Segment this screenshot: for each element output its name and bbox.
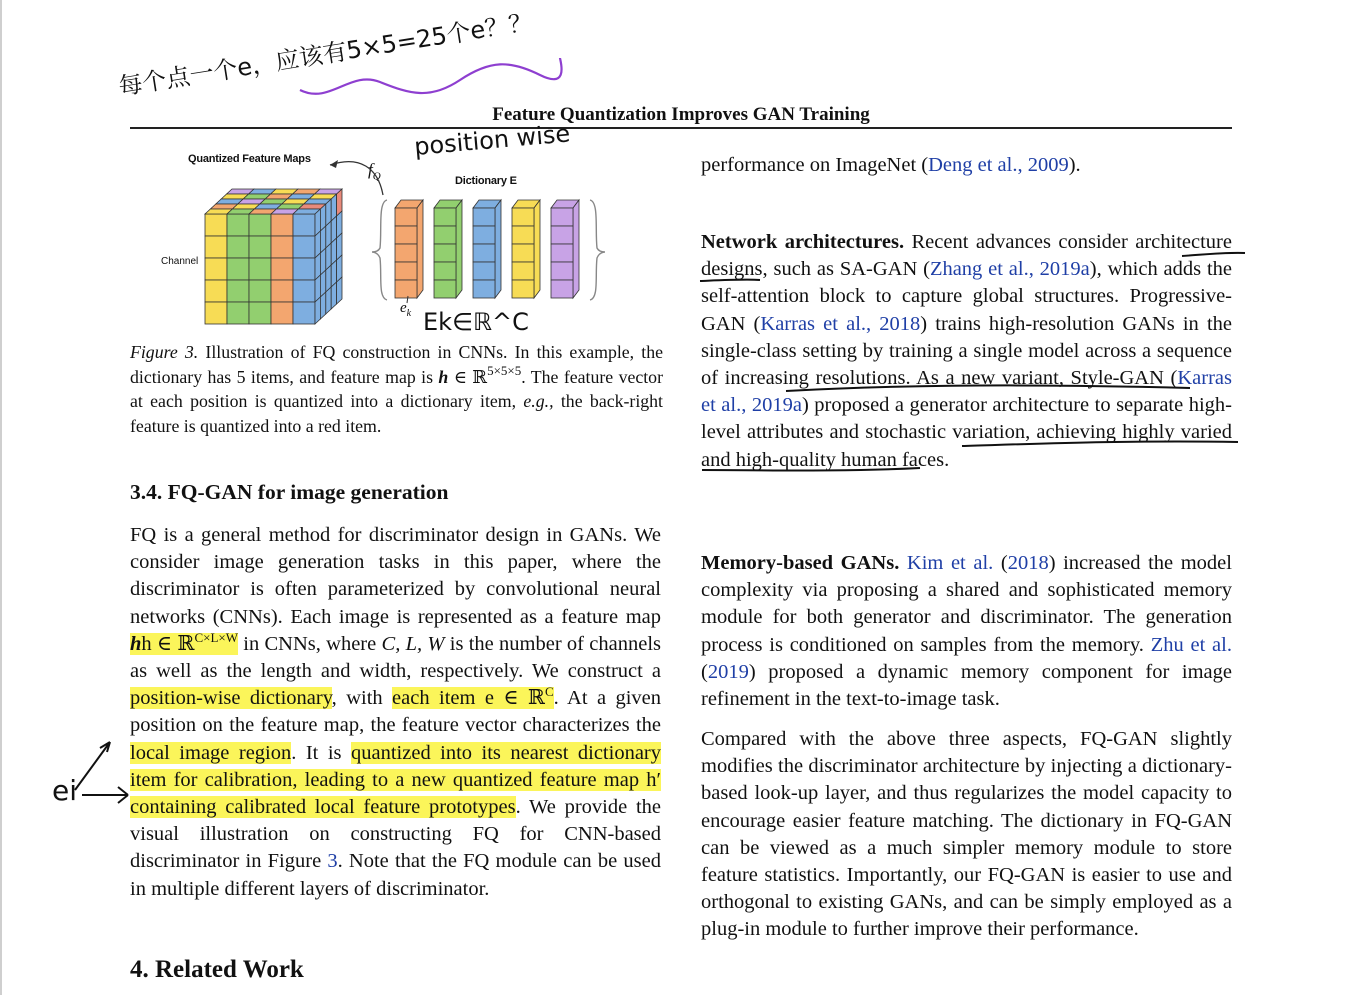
cube-cell	[271, 280, 293, 302]
dictionary-item-cell	[473, 208, 495, 226]
handwriting-note-margin: ei	[52, 774, 78, 807]
cube-cell	[271, 214, 293, 236]
dictionary-item-side	[534, 200, 540, 298]
dictionary-item-cell	[434, 280, 456, 298]
cite-zhu-year[interactable]: 2019	[707, 660, 749, 683]
cite-zhu[interactable]: Zhu et al.	[1150, 633, 1232, 656]
dictionary-item-cell	[473, 244, 495, 262]
section-3-4-body: FQ is a general method for discriminator design in GANs. We consider image generation tasks in this paper, where the discriminator is often parameterized by convolutional neural networks (CNNs). Each image is represented as a feature map hh ∈ ℝ$^{C\times L\times W}$ in CNNs, where C, L, W is the number of channels as well as the length and width, respectively. We construct a position-wise dictionary, with each item e ∈ ℝ$^C$. At a given position on the feature map, the feature vector characterizes the local image region. It is quantized into its nearest dictionary item for calibration, leading to a new quantized feature map h′ containing calibrated local feature prototypes. We provide the visual illustration on constructing FQ for CNN-based discriminator in Figure 3. Note that the FQ module can be used in multiple different layers of discriminator.	[130, 524, 662, 900]
running-title: Feature Quantization Improves GAN Training	[492, 104, 870, 125]
cube-cell	[205, 236, 227, 258]
dictionary-item-cell	[395, 226, 417, 244]
cube-side-cell	[331, 282, 336, 309]
dictionary-item-side	[456, 200, 462, 298]
cube-cell	[271, 302, 293, 324]
cube-cell	[293, 236, 315, 258]
cube-cell	[293, 280, 315, 302]
margin-arrow-up	[75, 742, 110, 790]
figure-label-fq: $f_Q$	[368, 160, 381, 183]
cube-cell	[205, 280, 227, 302]
cite-kim[interactable]: Kim et al.	[906, 552, 994, 574]
cube-cell	[249, 302, 271, 324]
section-4-title: 4. Related Work	[130, 956, 304, 983]
dictionary-item-cell	[473, 280, 495, 298]
dictionary-item-cell	[395, 280, 417, 298]
dictionary-item-cell	[434, 244, 456, 262]
cite-karras-2018[interactable]: Karras et al., 2018	[760, 312, 921, 335]
cube-cell	[205, 214, 227, 236]
dictionary-item-cell	[512, 280, 534, 298]
dictionary-item-cell	[512, 208, 534, 226]
cube-cell	[271, 258, 293, 280]
dictionary-item-cell	[434, 208, 456, 226]
dictionary-item-side	[573, 200, 579, 298]
dictionary-items	[395, 200, 579, 298]
cube-cell	[249, 280, 271, 302]
figure-title-dictionary: Dictionary E	[455, 175, 517, 187]
cube-cell	[293, 302, 315, 324]
handwriting-note-position-wise: position wise	[413, 119, 572, 161]
figure-title-maps: Quantized Feature Maps	[188, 153, 311, 165]
dictionary-item-cell	[551, 262, 573, 280]
cube-cell	[227, 258, 249, 280]
cube-side-cell	[326, 287, 331, 314]
cite-kim-year[interactable]: 2018	[1007, 552, 1049, 574]
cube-cell	[227, 214, 249, 236]
dictionary-item-cell	[512, 262, 534, 280]
figure-label-ek: $e_k$	[400, 300, 412, 319]
highlight-position-wise-dictionary: position-wise dictionary	[130, 687, 332, 710]
figure-caption: Figure 3. Illustration of FQ construction in CNNs. In this example, the dictionary has 5 items, and feature map is h ∈ ℝ$^{5\times 5\times 5}$. The feature vector at each position is quantized into a dictionary item, e.g., the back-right feature is quantized into a red item.	[130, 342, 663, 436]
para-title-memory-based: Memory-based GANs.	[701, 552, 900, 574]
cube-side-cell	[320, 292, 325, 319]
cube-cell	[205, 302, 227, 324]
right-para-comparison: Compared with the above three aspects, FQ-GAN slightly modifies the discriminator architecture by injecting a dictionary-based look-up layer, and thus regularizes the model capacity to encourage easier feature matching. The dictionary in FQ-GAN can be viewed as a much simpler memory module to store feature statistics. Importantly, our FQ-GAN is easier to use and orthogonal to existing GANs, and can be simply employed as a plug-in module to further improve their performance.	[701, 728, 1232, 941]
figure-3-graphic	[0, 0, 700, 340]
para-title-network-architectures: Network architectures.	[701, 231, 905, 253]
cube-cell	[205, 258, 227, 280]
cube-cell	[227, 302, 249, 324]
cube-cell	[293, 258, 315, 280]
link-figure-3[interactable]: 3	[327, 850, 338, 873]
right-para-memory-based: Memory-based GANs. Kim et al. (2018) increased the model complexity via proposing a shared and sophisticated memory module for both generator and discriminator. The generation process is conditioned on samples from the memory. Zhu et al. (2019) proposed a dynamic memory component for image refinement in the text-to-image task.	[701, 552, 1232, 711]
dictionary-item-cell	[395, 208, 417, 226]
dictionary-item-side	[417, 200, 423, 298]
dictionary-item-cell	[551, 226, 573, 244]
cite-deng-2009[interactable]: Deng et al., 2009	[928, 154, 1069, 176]
handwriting-note-top: 每个点一个e，应该有5×5=25个e？？	[116, 7, 535, 101]
cube-cell	[271, 236, 293, 258]
cube-cell	[249, 258, 271, 280]
dictionary-item-cell	[551, 244, 573, 262]
dictionary-item-cell	[434, 262, 456, 280]
cube-cell	[249, 214, 271, 236]
dictionary-item-cell	[395, 244, 417, 262]
cube-front-face	[205, 214, 315, 324]
highlight-each-item: each item e ∈ ℝ$^C$	[392, 684, 554, 710]
dictionary-item-cell	[512, 244, 534, 262]
highlight-local-image-region: local image region	[130, 741, 292, 764]
cube-side-cell	[337, 277, 342, 304]
figure-caption-label: Figure 3.	[130, 342, 199, 362]
cite-karras-2019a[interactable]: Karras et al., 2019a	[701, 367, 1232, 417]
margin-arrow-right	[82, 787, 128, 803]
cube-cell	[249, 236, 271, 258]
figure-label-channel: Channel	[161, 256, 199, 267]
handwriting-note-ek: Ek∈ℝ^C	[423, 308, 529, 336]
section-3-4-title: 3.4. FQ-GAN for image generation	[130, 480, 449, 504]
cube-cell	[293, 214, 315, 236]
highlight-quantized-sentence: quantized into its nearest dictionary item for calibration, leading to a new quantized feature map h′ containing calibrated local feature prototypes	[130, 741, 661, 819]
dictionary-item-cell	[434, 226, 456, 244]
right-para-imagenet: performance on ImageNet (Deng et al., 2009).	[701, 154, 1081, 176]
dictionary-item-cell	[512, 226, 534, 244]
cube-side-cell	[315, 297, 320, 324]
dictionary-item-cell	[473, 226, 495, 244]
right-para-network-architectures: Network architectures. Recent advances consider architecture designs, such as SA-GAN (Zhang et al., 2019a), which adds the self-attention block to capture global structures. Progressive-GAN (Karras et al., 2018) trains high-resolution GANs in the single-class setting by training a single model across a sequence of increasing resolutions. As a new variant, Style-GAN (Karras et al., 2019a) proposed a generator architecture to separate high-level attributes and stochastic variation, achieving highly varied and high-quality human faces.	[701, 231, 1233, 471]
dictionary-item-cell	[551, 280, 573, 298]
dictionary-item-cell	[551, 208, 573, 226]
dictionary-item-cell	[395, 262, 417, 280]
dictionary-item-side	[495, 200, 501, 298]
cube-cell	[227, 280, 249, 302]
cite-zhang-2019a[interactable]: Zhang et al., 2019a	[929, 258, 1090, 281]
dictionary-item-cell	[473, 262, 495, 280]
highlight-feature-map: hh ∈ ℝ$^{C\times L\times W}$	[130, 629, 238, 655]
cube-cell	[227, 236, 249, 258]
